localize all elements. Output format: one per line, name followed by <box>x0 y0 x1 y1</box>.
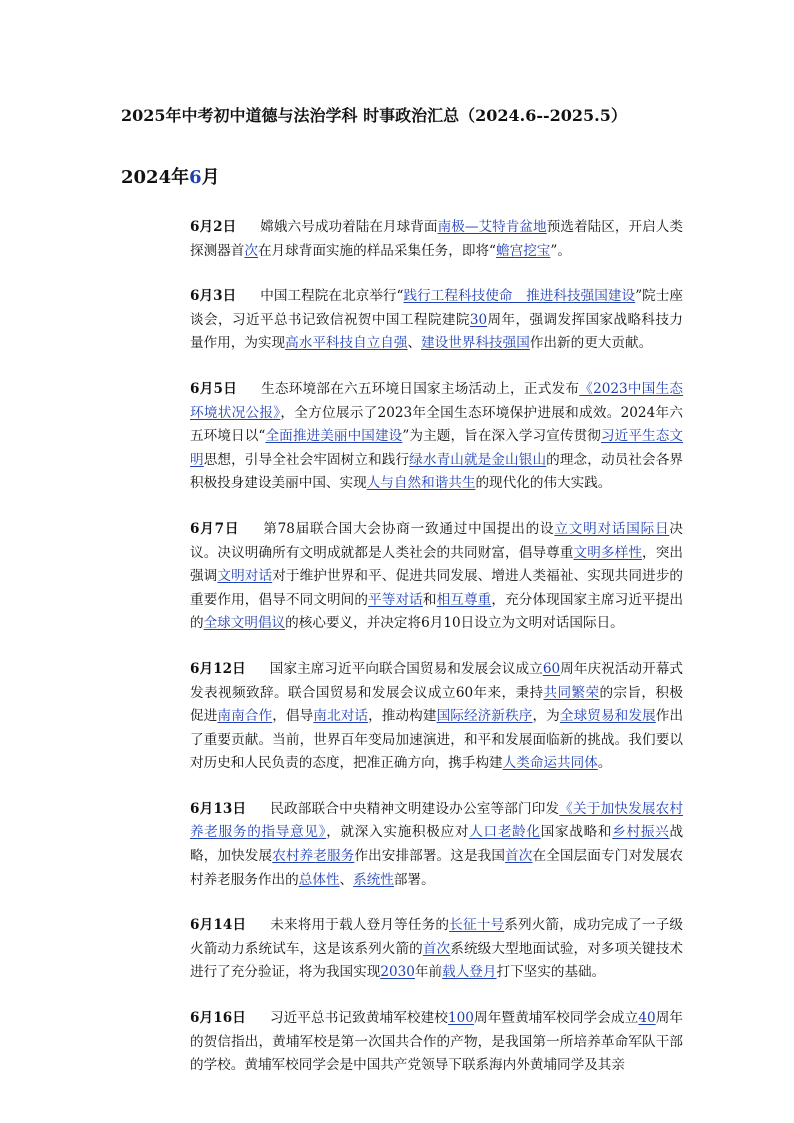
keyword-link[interactable]: 《2023中国生态环境状况公报》 <box>190 380 683 421</box>
keyword-link[interactable]: 文明对话 <box>217 568 273 585</box>
event-entry <box>190 216 683 263</box>
event-text: 未来将用于载人登月等任务的 <box>270 917 450 934</box>
event-entry <box>190 518 683 636</box>
event-text: ，全方位展示了2023年全国生态环境保护进展和成效。2024年六五环境日以“ <box>190 404 683 445</box>
event-text: 在全国层面专门对发展农村养老服务作出的 <box>190 848 684 888</box>
keyword-link[interactable]: 40 <box>638 1010 656 1027</box>
event-text: 周年暨黄埔军校同学会成立 <box>473 1010 639 1027</box>
event-text: 决议。决议明确所有文明成就都是人类社会的共同财富，倡导尊重 <box>190 520 684 561</box>
event-text: 战略，加快发展 <box>190 824 684 865</box>
event-text: 对于维护世界和平、促进共同发展、增进人类福祉、实现共同进步的重要作用，倡导不同文明间的 <box>190 568 684 608</box>
keyword-link[interactable]: 100 <box>447 1010 474 1027</box>
keyword-link[interactable]: 共同繁荣 <box>543 684 600 701</box>
event-entry <box>190 285 683 356</box>
keyword-link[interactable]: 60 <box>542 660 561 677</box>
event-text: 和 <box>422 591 437 608</box>
event-date: 6月14日 <box>190 917 247 934</box>
event-text: 周年庆祝活动开幕式发表视频致辞。联合国贸易和发展会议成立60年来，秉持 <box>190 660 683 701</box>
event-text: 作出安排部署。这是我国 <box>354 848 506 865</box>
event-text: ”院士座谈会，习近平总书记致信祝贺中国工程院建院 <box>190 288 684 328</box>
event-text: 的理念，动员社会各界积极投身建设美丽中国、实现 <box>190 451 684 492</box>
event-text: 的核心要义，并决定将6月10日设立为文明对话国际日。 <box>285 615 624 632</box>
keyword-link[interactable]: 全面推进美丽中国建设 <box>265 428 403 445</box>
event-date: 6月13日 <box>190 800 247 817</box>
event-text: 中国工程院在北京举行“ <box>260 288 404 305</box>
keyword-link[interactable]: 南北对话 <box>313 708 369 725</box>
event-entry <box>190 378 683 496</box>
event-text: 第78届联合国大会协商一致通过中国提出的设 <box>263 520 555 537</box>
event-date: 6月2日 <box>190 219 237 235</box>
keyword-link[interactable]: 2030 <box>380 964 415 981</box>
keyword-link[interactable]: 文明多样性 <box>573 544 643 561</box>
keyword-link[interactable]: 人类命运共同体 <box>502 755 598 772</box>
keyword-link[interactable]: 首次 <box>422 940 451 957</box>
month-suffix: 月 <box>201 167 220 188</box>
event-text: 的宗旨，积极促进 <box>190 684 684 725</box>
event-text: ，突出强调 <box>190 544 684 585</box>
keyword-link[interactable]: 载人登月 <box>442 964 497 981</box>
keyword-link[interactable]: 高水平科技自立自强 <box>285 335 408 352</box>
keyword-link[interactable]: 长征十号 <box>449 917 505 934</box>
keyword-link[interactable]: 立文明对话国际日 <box>554 520 670 537</box>
keyword-link[interactable]: 相互尊重 <box>436 591 492 608</box>
keyword-link[interactable]: 全球文明倡议 <box>203 615 286 632</box>
keyword-link[interactable]: 南南合作 <box>217 708 273 725</box>
keyword-link[interactable]: 乡村振兴 <box>612 824 670 841</box>
month-year-prefix: 2024年 <box>121 167 190 188</box>
event-date: 6月5日 <box>190 380 238 397</box>
month-number: 6 <box>189 167 202 188</box>
event-text: 部署。 <box>393 871 435 888</box>
event-text: 国家战略和 <box>540 824 613 841</box>
event-text: 思想，引导全社会牢固树立和践行 <box>203 451 410 468</box>
event-date: 6月7日 <box>190 520 240 537</box>
keyword-link[interactable]: 《关于加快发展农村养老服务的指导意见》 <box>190 800 684 841</box>
event-text: 周年的贺信指出，黄埔军校是第一次国共合作的产物，是我国第一所培养革命军队干部的学校。黄埔军校同学会是中国共产党领导下联系海内外黄埔同学及其亲 <box>190 1010 684 1074</box>
event-text: 周年，强调发挥国家战略科技力量作用，为实现 <box>190 311 684 352</box>
event-text: 作出了重要贡献。当前，世界百年变局加速演进，和平和发展面临新的挑战。我们要以对历史和人民负责的态度，把准正确方向，携手构建 <box>190 708 684 772</box>
keyword-link[interactable]: 南极—艾特肯盆地 <box>437 219 547 235</box>
event-text: ”为主题，旨在深入学习宣传贯彻 <box>402 428 601 445</box>
keyword-link[interactable]: 人口老龄化 <box>469 824 541 841</box>
event-text: 系统级大型地面试验，对多项关键技术进行了充分验证，将为我国实现 <box>190 940 684 981</box>
event-text: ，充分体现国家主席习近平提出的 <box>190 591 684 632</box>
keyword-link[interactable]: 人与自然和谐共生 <box>366 475 476 492</box>
keyword-link[interactable]: 蟾宫挖宝 <box>496 242 551 259</box>
event-text: ，为 <box>532 708 560 725</box>
event-text: 嫦娥六号成功着陆在月球背面 <box>260 219 438 235</box>
keyword-link[interactable]: 习近平生态文明 <box>190 428 684 468</box>
event-text: 民政部联合中央精神文明建设办公室等部门印发 <box>270 800 560 817</box>
event-text: 国家主席习近平向联合国贸易和发展会议成立 <box>269 660 543 677</box>
event-text: ，倡导 <box>272 708 314 725</box>
event-entry <box>190 658 683 776</box>
event-entry <box>190 1007 683 1078</box>
keyword-link[interactable]: 建设世界科技强国 <box>421 335 530 352</box>
event-date: 6月16日 <box>190 1010 246 1027</box>
event-date: 6月12日 <box>190 660 246 677</box>
event-text: ”。 <box>550 242 571 259</box>
keyword-link[interactable]: 绿水青山就是金山银山 <box>409 451 547 468</box>
event-text: 。 <box>597 755 612 772</box>
event-text: 的现代化的伟大实践。 <box>475 475 612 492</box>
event-entry <box>190 798 683 892</box>
event-text: 习近平总书记致黄埔军校建校 <box>269 1010 448 1027</box>
keyword-link[interactable]: 平等对话 <box>368 591 423 608</box>
event-text: ，就深入实施积极应对 <box>326 824 470 841</box>
event-text: 作出新的更大贡献。 <box>529 335 653 352</box>
month-heading <box>121 166 220 190</box>
event-text: 年前 <box>414 964 443 981</box>
keyword-link[interactable]: 首次 <box>505 848 533 865</box>
event-text: 、 <box>339 871 354 888</box>
event-text: ，推动构建 <box>368 708 437 725</box>
event-list <box>190 216 683 1100</box>
keyword-link[interactable]: 全球贸易和发展 <box>559 708 656 725</box>
keyword-link[interactable]: 总体性 <box>298 871 340 888</box>
keyword-link[interactable]: 农村养老服务 <box>272 848 355 865</box>
keyword-link[interactable]: 系统性 <box>353 871 394 888</box>
event-text: 生态环境部在六五环境日国家主场活动上，正式发布 <box>261 380 580 397</box>
keyword-link[interactable]: 30 <box>469 311 488 328</box>
event-text: 、 <box>407 335 422 352</box>
event-text: 预选着陆区，开启人类探测器首 <box>190 219 684 259</box>
event-text: 在月球背面实施的样品采集任务，即将“ <box>257 242 497 259</box>
event-text: 打下坚实的基础。 <box>496 964 606 981</box>
keyword-link[interactable]: 践行工程科技使命 推进科技强国建设 <box>403 288 636 305</box>
keyword-link[interactable]: 次 <box>244 242 258 259</box>
event-date: 6月3日 <box>190 288 237 305</box>
event-text: 系列火箭，成功完成了一子级火箭动力系统试车，这是该系列火箭的 <box>190 917 684 957</box>
keyword-link[interactable]: 国际经济新秩序 <box>436 708 533 725</box>
event-entry <box>190 914 683 985</box>
page-title: 2025年中考初中道德与法治学科 时事政治汇总（2024.6--2025.5） <box>121 106 627 125</box>
